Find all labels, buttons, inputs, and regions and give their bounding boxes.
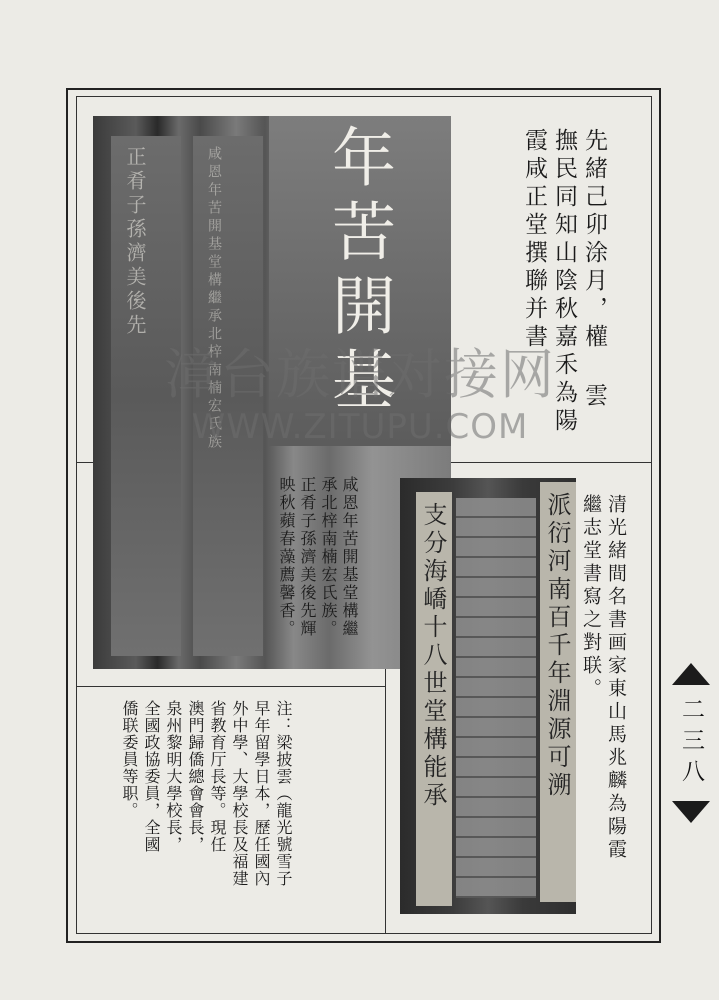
page-number: 二三八 [678, 696, 704, 790]
caption-note: 注：梁披雲（龍光號雪子 早年留學日本，歷任國內 外中學、大學校長及福建 省教育厅長等。現任 澳門歸僑總會會長， 泉州黎明大學校長， 全國政協委員，全國 僑联委員等职。 [120, 700, 293, 887]
caption-lian-header: 先緒己卯涂月，權 雲 撫民同知山陰秋嘉禾為陽 霞咸正堂撰聯并書 [521, 128, 607, 436]
brick-wall [456, 498, 536, 898]
watermark [100, 343, 620, 447]
watermark-main: 漳台族谱对接网 [164, 343, 556, 406]
caption-photo1: 咸恩年苦開基堂構繼 承北梓南楠宏氏族。 正肴子孫濟美後先輝 映秋蘋春藻薦馨香。 [277, 476, 359, 638]
right-couplet-text: 派衍河南百千年淵源可溯 [543, 492, 571, 800]
left-couplet-text: 支分海嶠十八世堂構能承 [419, 502, 447, 810]
page-arrow-up-icon [672, 663, 710, 685]
watermark-url: WWW.ZITUPU.COM [191, 407, 529, 447]
page-number-marker [668, 663, 714, 823]
divider-lower [76, 686, 385, 687]
tablet-a-text: 正肴子孫濟美後先 [123, 146, 147, 338]
page-arrow-down-icon [672, 801, 710, 823]
caption-photo2: 清光緒間名書画家東山馬兆麟為陽霞 繼志堂書寫之對联。 [580, 494, 627, 862]
plaque-text: 年苦開基 [321, 124, 395, 420]
tablet-b-text: 咸恩年苦開基堂構繼承北梓南楠宏氏族 [206, 146, 222, 452]
photo-couplet [400, 478, 576, 914]
